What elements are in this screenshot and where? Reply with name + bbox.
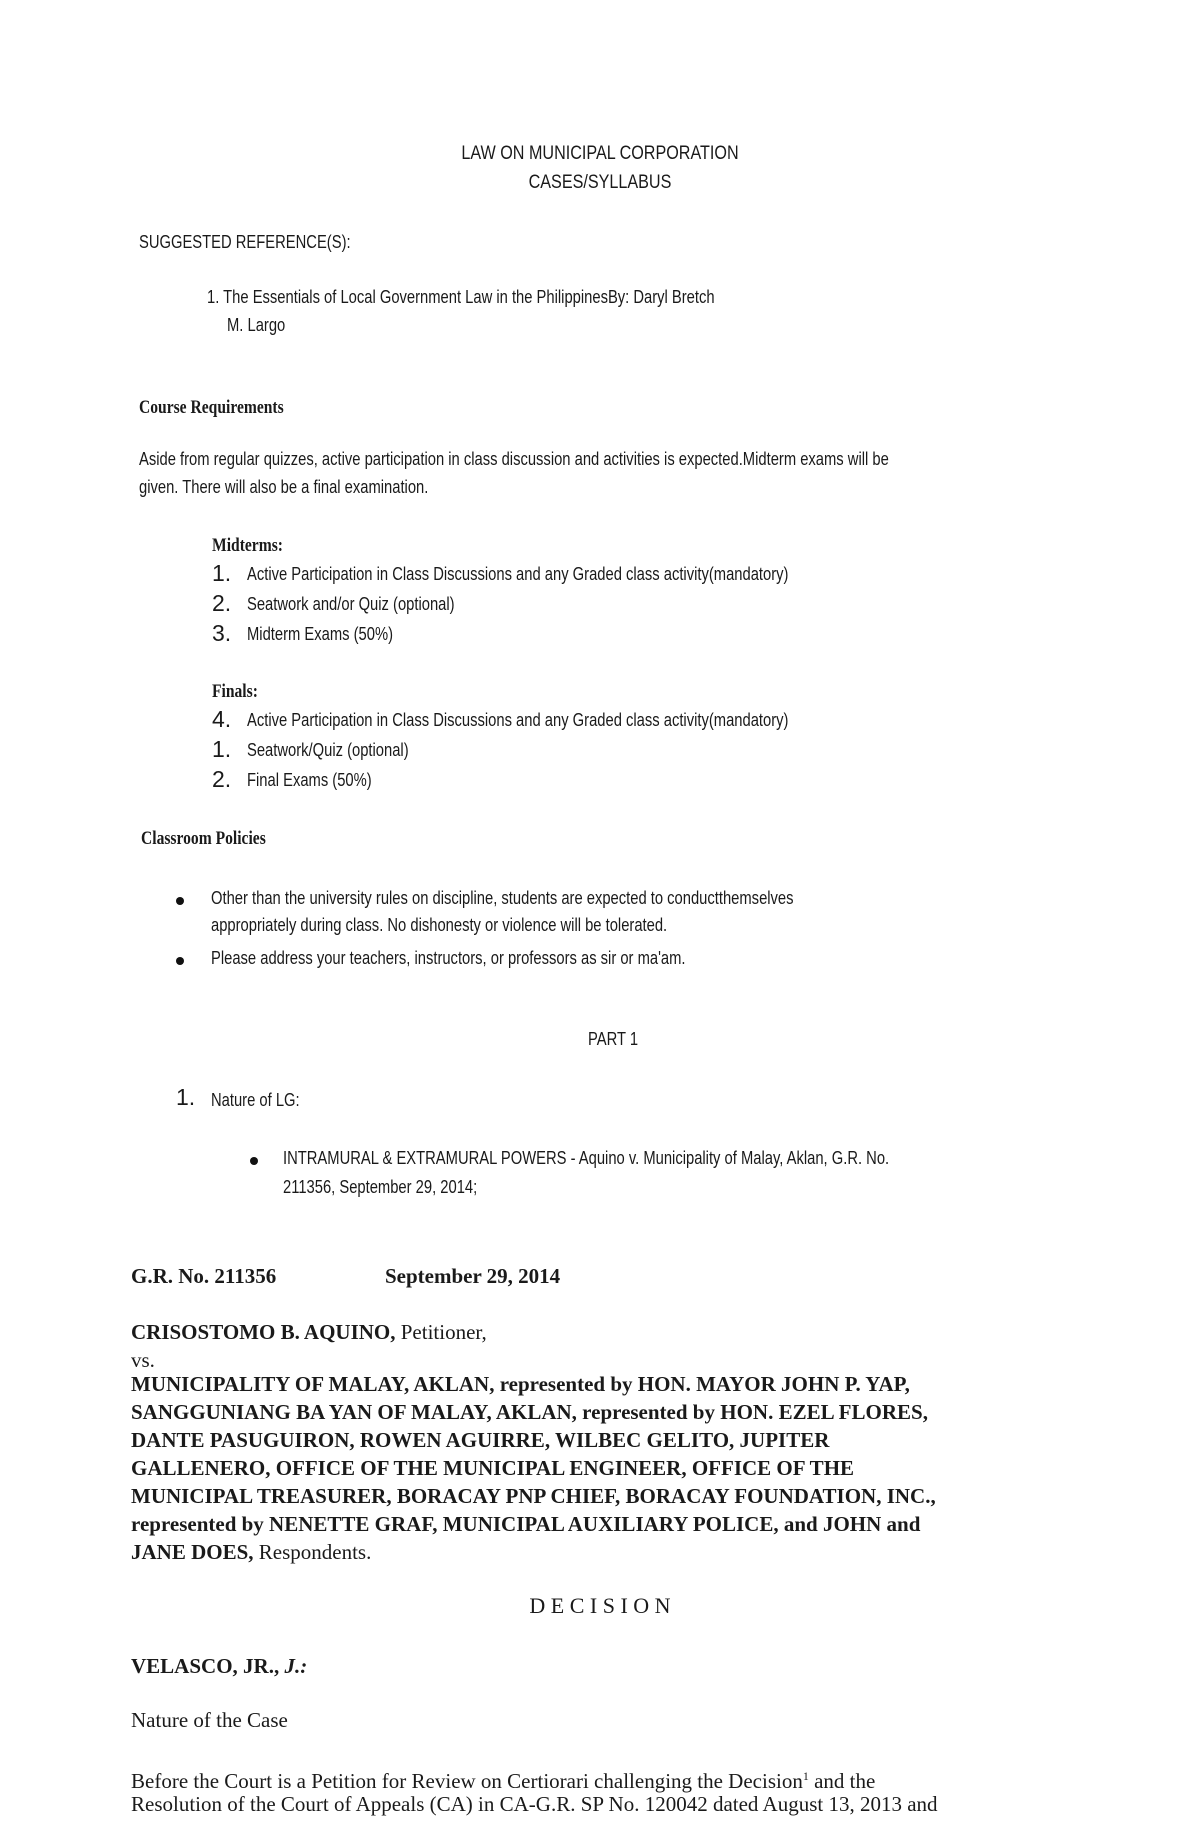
case-body-line: Resolution of the Court of Appeals (CA) in CA-G.R. SP No. 120042 dated August 13, 2013 and	[131, 1792, 938, 1816]
respondents-block	[131, 1370, 1091, 1566]
course-requirements-text-cont: given. There will also be a final examination.	[139, 477, 429, 497]
respondents-line: represented by NENETTE GRAF, MUNICIPAL AUXILIARY POLICE, and JOHN and	[131, 1512, 921, 1536]
case-gr-number: G.R. No. 211356	[131, 1264, 277, 1288]
case-date: September 29, 2014	[385, 1264, 561, 1288]
respondents-line-last: JANE DOES, Respondents.	[131, 1540, 372, 1564]
case-body-line: Before the Court is a Petition for Review on Certiorari challenging the Decision$^1$ and the	[131, 1769, 876, 1793]
policy-item: Please address your teachers, instructors, or professors as sir or ma'am.	[211, 948, 686, 968]
part-sub-item-cont: 211356, September 29, 2014;	[283, 1177, 478, 1197]
respondents-line: MUNICIPALITY OF MALAY, AKLAN, represented by HON. MAYOR JOHN P. YAP,	[131, 1372, 910, 1396]
course-requirements-heading: Course Requirements	[139, 397, 284, 418]
petitioner-line: CRISOSTOMO B. AQUINO, Petitioner,	[131, 1320, 487, 1344]
bullet-icon	[250, 1157, 258, 1165]
bullet-icon	[176, 957, 184, 965]
document-subtitle: CASES/SYLLABUS	[528, 172, 672, 193]
reference-item-cont: M. Largo	[227, 315, 286, 335]
part-item-number: 1.	[176, 1084, 196, 1110]
nature-heading: Nature of the Case	[131, 1708, 288, 1732]
policy-item: Other than the university rules on discipline, students are expected to conductthemselves	[211, 888, 794, 908]
respondents-line: DANTE PASUGUIRON, ROWEN AGUIRRE, WILBEC GELITO, JUPITER	[131, 1428, 830, 1452]
finals-heading: Finals:	[212, 681, 258, 702]
policy-item-cont: appropriately during class. No dishonesty or violence will be tolerated.	[211, 915, 668, 935]
footnote-ref[interactable]: 1	[802, 1769, 809, 1783]
respondents-line: GALLENERO, OFFICE OF THE MUNICIPAL ENGINEER, OFFICE OF THE	[131, 1456, 855, 1480]
decision-heading: D E C I S I O N	[529, 1593, 671, 1618]
justice-line: VELASCO, JR., J.:	[131, 1654, 308, 1678]
bullet-icon	[176, 897, 184, 905]
course-requirements-text: Aside from regular quizzes, active participation in class discussion and activities is expected.Midterm exams will be	[139, 449, 889, 469]
respondents-line: SANGGUNIANG BA YAN OF MALAY, AKLAN, represented by HON. EZEL FLORES,	[131, 1400, 928, 1424]
versus: vs.	[131, 1348, 155, 1372]
references-label: SUGGESTED REFERENCE(S):	[139, 232, 351, 252]
reference-item: 1. The Essentials of Local Government Law in the PhilippinesBy: Daryl Bretch	[207, 287, 715, 307]
document-page: LAW ON MUNICIPAL CORPORATION CASES/SYLLABUS SUGGESTED REFERENCE(S): 1. The Essentials of Local Government Law in the PhilippinesBy: Daryl Bretch M. Largo Course Requirements Aside from regular quizzes, active participation in class discussion and activities is expected.Midterm exams will be given. There will also be a final examination. Midterms: 1. Active Participation in Class Discussions and any Graded class activity(mandatory) 2. Seatwork and/or Quiz (optional) 3. Midterm Exams (50%) Finals: 4. Active Participation in Class Discussions and any Graded class activity(mandatory) 1. Seatwork/Quiz (optional) 2. Final Exams (50%) Classroom Policies Other than the university rules on discipline, students are expected to conductthemselves appropriately during class. No dishonesty or violence will be tolerated. Please address your teachers, instructors, or professors as sir or ma'am. PART 1 1. Nature of LG: INTRAMURAL & EXTRAMURAL POWERS - Aquino v. Municipality of Malay, Aklan, G.R. No. 211356, September 29, 2014; G.R. No. 211356 September 29, 2014 CRISOSTOMO B. AQUINO, Petitioner, vs. MUNICIPALITY OF MALAY, AKLAN, represented by HON. MAYOR JOHN P. YAP, SANGGUNIANG BA YAN OF MALAY, AKLAN, represented by HON. EZEL FLORES, DANTE PASUGUIRON, ROWEN AGUIRRE, WILBEC GELITO, JUPITER GALLENERO, OFFICE OF THE MUNICIPAL ENGINEER, OFFICE OF THE MUNICIPAL TREASURER, BORACAY PNP CHIEF, BORACAY FOUNDATION, INC., represented by NENETTE GRAF, MUNICIPAL AUXILIARY POLICE, and JOHN and JANE DOES, Respondents. D E C I S I O N VELASCO, JR., J.: Nature of the Case Before the Court is a Petition for Review on Certiorari challenging the Decision$^1$ and the Resolution of the Court of Appeals (CA) in CA-G.R. SP No. 120042 dated August 13, 2013 and	[0, 0, 1200, 1835]
part-item-text: Nature of LG:	[211, 1090, 300, 1110]
midterms-heading: Midterms:	[212, 535, 283, 556]
part-label: PART 1	[588, 1029, 639, 1049]
respondents-line: MUNICIPAL TREASURER, BORACAY PNP CHIEF, BORACAY FOUNDATION, INC.,	[131, 1484, 936, 1508]
policies-heading: Classroom Policies	[141, 828, 266, 849]
part-sub-item: INTRAMURAL & EXTRAMURAL POWERS - Aquino v. Municipality of Malay, Aklan, G.R. No.	[283, 1148, 890, 1168]
document-title: LAW ON MUNICIPAL CORPORATION	[461, 143, 739, 164]
